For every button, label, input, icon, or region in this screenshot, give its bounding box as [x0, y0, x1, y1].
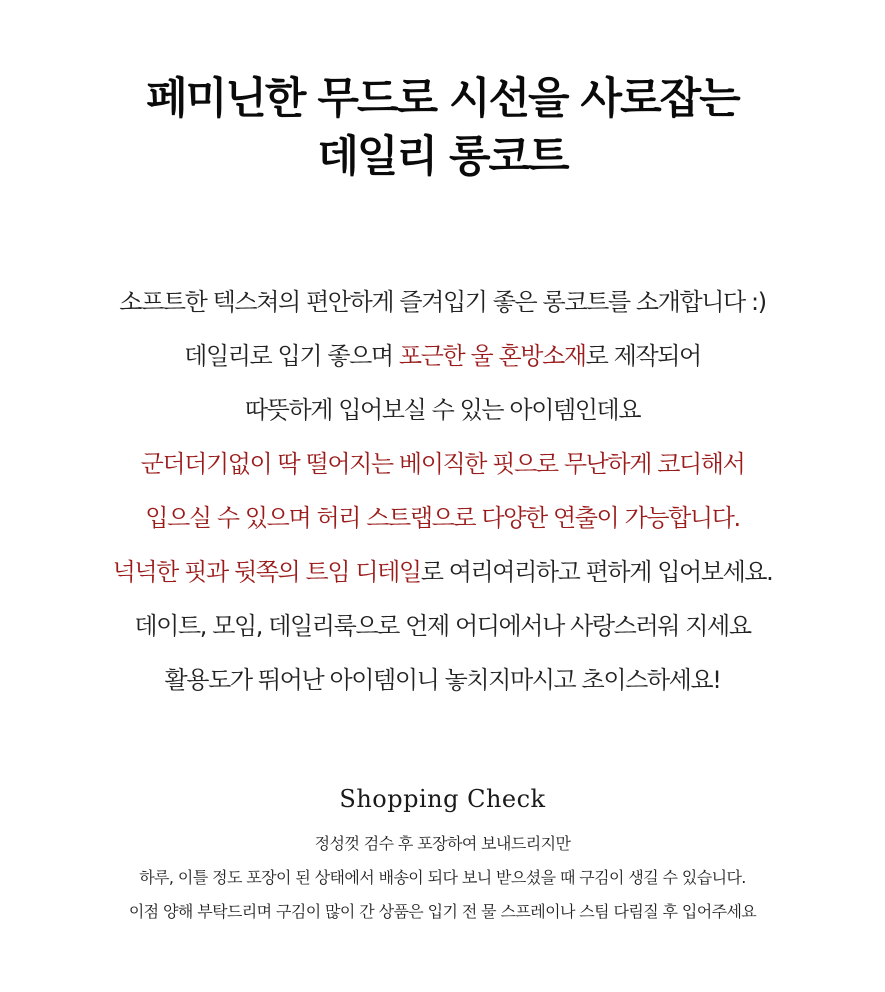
description-line-6 — [0, 545, 885, 599]
shopping-check-notes — [0, 827, 885, 929]
description-highlight-material: 포근한 울 혼방소재 — [398, 342, 586, 370]
description-highlight-strap: 입으실 수 있으며 허리 스트랩으로 다양한 연출이 가능합니다. — [145, 504, 740, 532]
shopping-check-title: Shopping Check — [339, 785, 546, 813]
description-line-2 — [0, 329, 885, 383]
description-line-2-part-1: 데일리로 입기 좋으며 — [184, 342, 399, 370]
description-line-3: 따뜻하게 입어보실 수 있는 아이템인데요 — [244, 396, 641, 424]
shopping-check-line-1: 정성껏 검수 후 포장하여 보내드리지만 — [314, 834, 571, 853]
description-line-1: 소프트한 텍스쳐의 편안하게 즐겨입기 좋은 롱코트를 소개합니다 :) — [119, 288, 766, 316]
page-headline — [0, 70, 885, 186]
product-description — [0, 275, 885, 707]
description-highlight-fit: 군더더기없이 딱 떨어지는 베이직한 핏으로 무난하게 코디해서 — [140, 450, 745, 478]
description-line-7: 데이트, 모임, 데일리룩으로 언제 어디에서나 사랑스러워 지세요 — [134, 612, 751, 640]
description-line-6-part-2: 로 여리여리하고 편하게 입어보세요. — [420, 558, 773, 586]
headline-line-1: 페미닌한 무드로 시선을 사로잡는 — [146, 74, 739, 124]
description-line-2-part-3: 로 제작되어 — [585, 342, 701, 370]
shopping-check-line-2: 하루, 이틀 정도 포장이 된 상태에서 배송이 되다 보니 받으셨을 때 구김이 생길 수 있습니다. — [139, 868, 746, 887]
headline-line-2: 데일리 롱코트 — [317, 132, 568, 182]
shopping-check-line-3: 이점 양해 부탁드리며 구김이 많이 간 상품은 입기 전 물 스프레이나 스팀 다림질 후 입어주세요 — [128, 902, 757, 921]
description-line-8: 활용도가 뛰어난 아이템이니 놓치지마시고 초이스하세요! — [164, 666, 721, 694]
description-highlight-detail: 넉넉한 핏과 뒷쪽의 트임 디테일 — [112, 558, 421, 586]
